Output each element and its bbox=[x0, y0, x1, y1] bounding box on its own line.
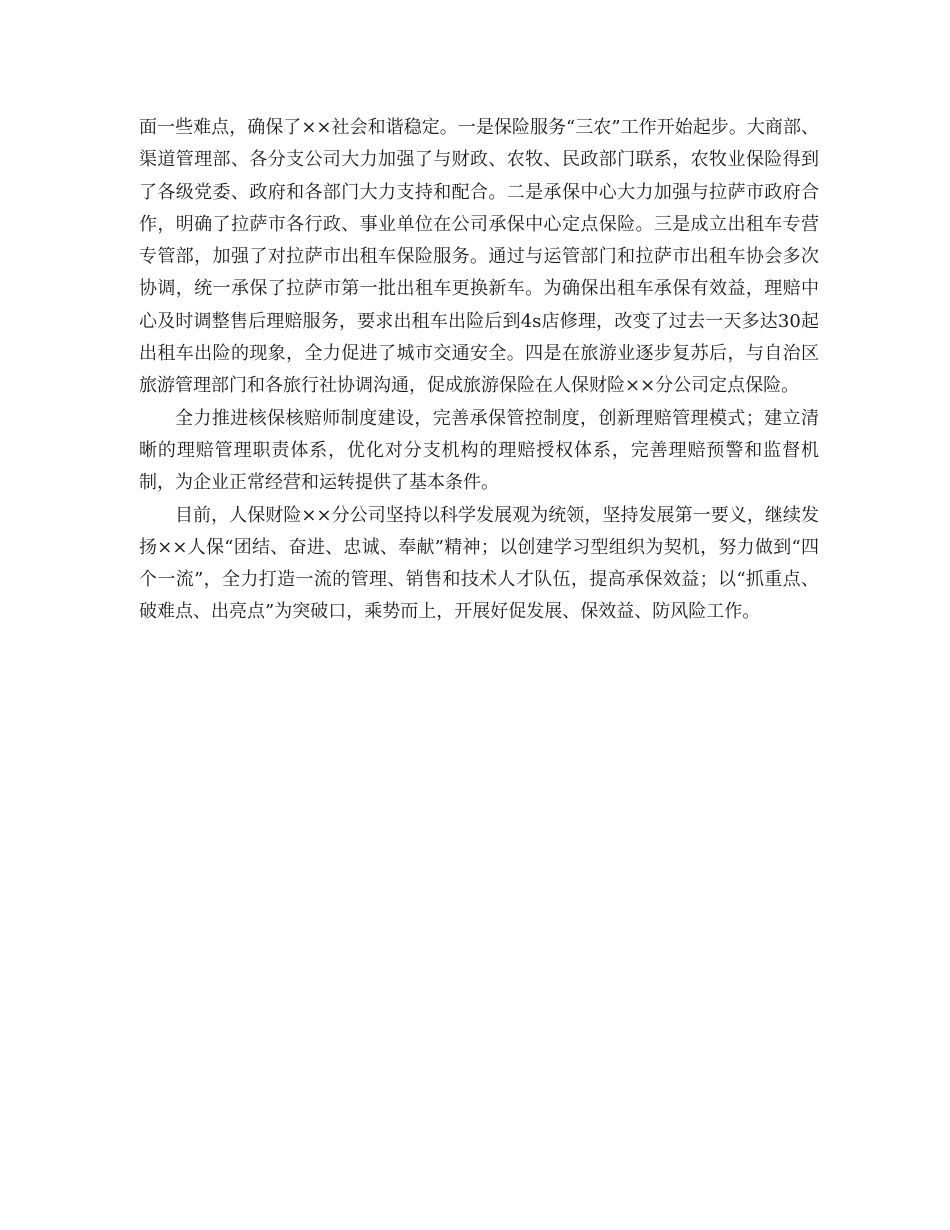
paragraph-current-strategy: 目前，人保财险××分公司坚持以科学发展观为统领，坚持发展第一要义，继续发扬××人保“团结、奋进、忠诚、奉献”精神；以创建学习型组织为契机，努力做到“四个一流”，全力打造一流的管理、销售和技术人才队伍，提高承保效益；以“抓重点、破难点、出亮点”为突破口，乘势而上，开展好促发展、保效益、防风险工作。 bbox=[139, 504, 819, 623]
document-page bbox=[139, 112, 819, 629]
paragraph-continuation: 面一些难点，确保了××社会和谐稳定。一是保险服务“三农”工作开始起步。大商部、渠道管理部、各分支公司大力加强了与财政、农牧、民政部门联系，农牧业保险得到了各级党委、政府和各部门大力支持和配合。二是承保中心大力加强与拉萨市政府合作，明确了拉萨市各行政、事业单位在公司承保中心定点保险。三是成立出租车专营专管部，加强了对拉萨市出租车保险服务。通过与运管部门和拉萨市出租车协会多次协调，统一承保了拉萨市第一批出租车更换新车。为确保出租车承保有效益，理赔中心及时调整售后理赔服务，要求出租车出险后到4s店修理，改变了过去一天多达30起出租车出险的现象，全力促进了城市交通安全。四是在旅游业逐步复苏后，与自治区旅游管理部门和各旅行社协调沟通，促成旅游保险在人保财险××分公司定点保险。 bbox=[139, 117, 819, 397]
paragraph-claims-system: 全力推进核保核赔师制度建设，完善承保管控制度，创新理赔管理模式；建立清晰的理赔管理职责体系，优化对分支机构的理赔授权体系，完善理赔预警和监督机制，为企业正常经营和运转提供了基本条件。 bbox=[139, 407, 819, 494]
